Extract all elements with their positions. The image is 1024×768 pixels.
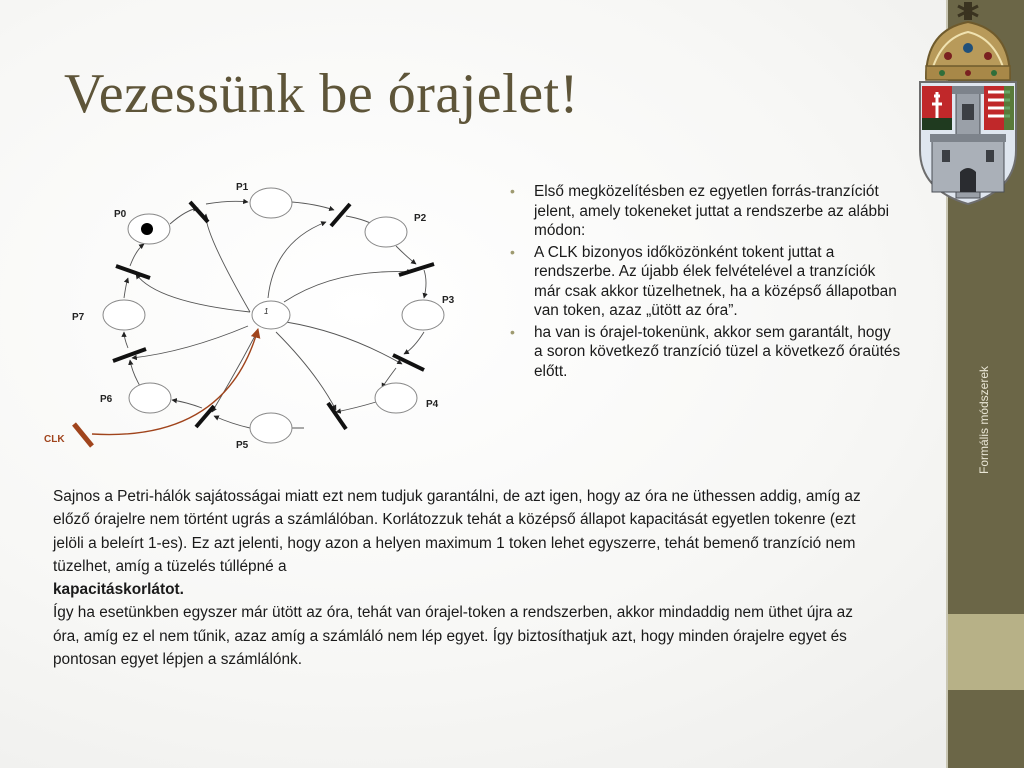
label-p4: P4 xyxy=(426,399,439,410)
place-center xyxy=(252,301,290,329)
paragraph-part2: Így ha esetünkben egyszer már ütött az óra, tehát van órajel-token a rendszerben, akkor mindaddig nem üthet újra az óra, amíg ez el nem tűnik, azaz amíg a számláló nem lép egyet. Így biztosíthatjuk azt, hogy minden órajelre egyet és pontosan egyet lépjen a számlálónk. xyxy=(53,604,853,669)
clock-arc xyxy=(92,329,258,435)
place-p1 xyxy=(250,188,292,218)
bullet-dot-icon: • xyxy=(510,183,515,199)
transition-t3 xyxy=(393,355,424,370)
place-p2 xyxy=(365,217,407,247)
clock-transition xyxy=(74,424,92,446)
paragraph-part1: Sajnos a Petri-hálók sajátosságai miatt ezt nem tudjuk garantálni, de azt igen, hogy az óra ne üthessen addig, amíg az előző órajelre nem történt ugrás a számlálóban. Korlátozzuk tehát a középső állapot kapacitását egyetlen tokenre (ezt jelöli a beleírt 1-es). Ez azt jelenti, hogy azon a helyen maximum 1 token lehet egyszerre, tehát bemenő tranzíció nem tüzelhet, amíg a tüzelés túllépné a xyxy=(53,488,861,575)
transition-t4 xyxy=(328,403,346,429)
bullet-item xyxy=(510,182,902,241)
transition-t0 xyxy=(190,202,208,222)
place-p7 xyxy=(103,300,145,330)
label-clk: CLK xyxy=(44,434,65,445)
bullet-text: A CLK bizonyos időközönként tokent juttat a rendszerbe. Az újabb élek felvételével a tranzíciók már csak akkor tüzelhetnek, ha a középső állapotban van token, azaz „ütött az óra”. xyxy=(534,243,897,319)
place-p6 xyxy=(129,383,171,413)
side-label-text: Formális módszerek xyxy=(977,365,991,475)
label-p2: P2 xyxy=(414,213,427,224)
petri-net-diagram xyxy=(36,172,476,462)
label-p6: P6 xyxy=(100,394,113,405)
slide-title: Vezessünk be órajelet! xyxy=(64,63,579,125)
transition-t7 xyxy=(116,266,150,278)
token xyxy=(141,223,153,235)
label-center: 1 xyxy=(264,307,269,316)
label-p0: P0 xyxy=(114,209,127,220)
bullet-dot-icon: • xyxy=(510,323,515,340)
body-paragraph xyxy=(53,485,883,671)
label-p1: P1 xyxy=(236,182,249,193)
paragraph-bold: kapacitáskorlátot. xyxy=(53,581,184,599)
label-p3: P3 xyxy=(442,295,455,306)
side-bar-band xyxy=(948,614,1024,690)
university-crest-logo xyxy=(912,0,1024,206)
label-p7: P7 xyxy=(72,312,85,323)
place-p5 xyxy=(250,413,292,443)
transition-t6 xyxy=(113,349,146,361)
label-p5: P5 xyxy=(236,440,249,451)
place-p3 xyxy=(402,300,444,330)
bullet-list xyxy=(510,182,902,383)
bullet-dot-icon: • xyxy=(510,243,515,260)
transition-t2 xyxy=(399,264,434,275)
bullet-text: Első megközelítésben ez egyetlen forrás-tranzíciót jelent, amely tokeneket juttat a rendszerbe az alábbi módon: xyxy=(534,183,890,239)
transition-t1 xyxy=(331,204,350,226)
bullet-item xyxy=(510,323,902,382)
place-p4 xyxy=(375,383,417,413)
bullet-item xyxy=(510,243,902,321)
bullet-text: ha van is órajel-tokenünk, akkor sem garantált, hogy a soron következő tranzíció tüzel a következő óraütés előtt. xyxy=(534,323,901,380)
